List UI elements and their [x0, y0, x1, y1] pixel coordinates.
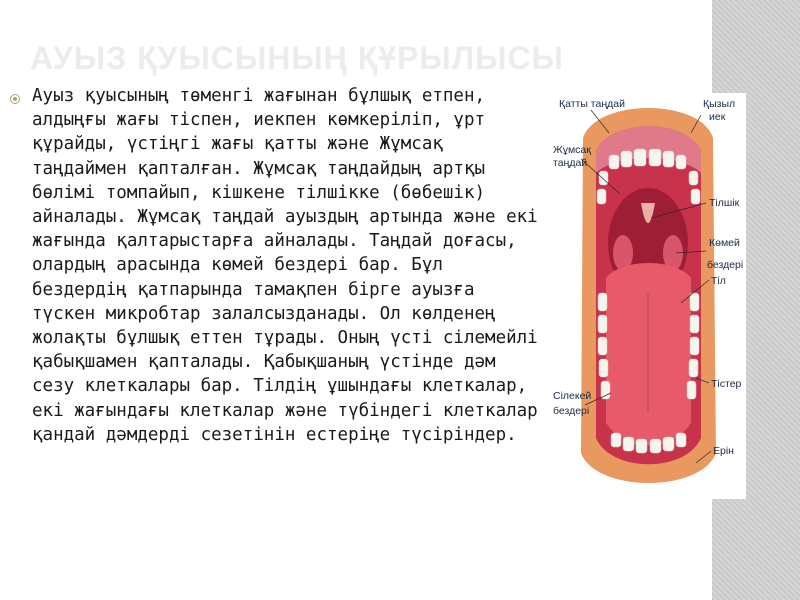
bullet-icon	[10, 94, 20, 104]
mouth-diagram	[551, 93, 746, 499]
label-gum-1: Қызыл	[703, 98, 736, 110]
label-tongue: Тіл	[711, 275, 726, 287]
label-hard-palate: Қатты таңдай	[559, 98, 625, 110]
body-paragraph: Ауыз қуысының төменгі жағынан бұлшық етпен, алдыңғы жағы тіспен, иекпен көмкеріліп, ұрт құрайды, үстіңгі жағы қатты және Жұмсақ таңдаймен қапталған. Жұмсақ таңдайдың артқы бөлімі томпайып, кішкене тілшікке (бөбешік) айналады. Жұмсақ таңдай ауыздың артында және екі жағында қалтарыстарға айналады. Таңдай доғасы, олардың арасында көмей бездері бар. Бұл бездердің қатпарында тамақпен бірге ауызға түскен микробтар залалсызданады. Ол көлденең жолақты бұлшық еттен тұрады. Оның үсті сілемейлі қабықшамен қапталады. Қабықшаның үстінде дәм сезу клеткалары бар. Тілдің ұшындағы клеткалар, екі жағындағы клеткалар және түбіндегі клеткалар қандай дәмдерді сезетінін естеріңе түсіріндер.	[32, 86, 538, 445]
label-soft-palate-2: таңдай	[553, 157, 588, 169]
label-uvula: Тілшік	[709, 197, 740, 209]
slide-title: АУЫЗ ҚУЫСЫНЫҢ ҚҰРЫЛЫСЫ	[30, 40, 564, 76]
label-lip: Ерін	[713, 445, 734, 457]
label-gum-2: иек	[709, 111, 726, 123]
label-tonsils-1: Көмей	[709, 237, 740, 249]
label-soft-palate-1: Жұмсақ	[553, 144, 591, 156]
label-salivary-1: Сілекей	[553, 390, 592, 402]
mouth-anatomy-figure	[551, 93, 746, 499]
label-teeth: Тістер	[711, 378, 742, 390]
label-tonsils-2: бездері	[707, 259, 744, 271]
label-salivary-2: бездері	[553, 405, 590, 417]
